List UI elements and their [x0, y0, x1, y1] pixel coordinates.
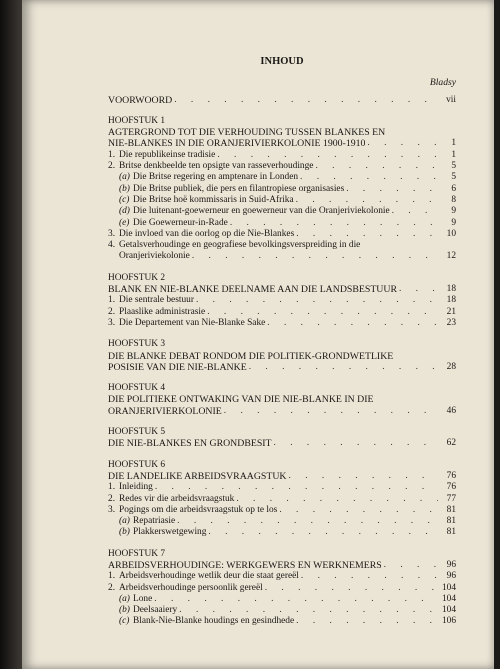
chapter-label: HOOFSTUK 3: [108, 339, 166, 350]
toc-entry-number: 4.: [108, 240, 116, 251]
toc-entry-letter: (c): [119, 616, 130, 627]
toc-entry-page: 104: [441, 593, 456, 604]
toc-entry-text: Arbeidsverhoudinge wetlik deur die staat gereël: [119, 571, 299, 582]
toc-entry-number: 3.: [108, 504, 116, 515]
toc-entry-number: 2.: [108, 493, 116, 504]
toc-entry: [108, 318, 456, 329]
chapter-label: HOOFSTUK 1: [108, 115, 166, 126]
chapter-label: HOOFSTUK 2: [108, 272, 166, 283]
toc-entry-text: Redes vir die arbeidsvraagstuk: [119, 493, 235, 504]
toc-entry: [108, 583, 456, 594]
book-page: [22, 0, 494, 669]
chapter-heading-page: 62: [446, 438, 456, 449]
toc-entry-page: 104: [441, 605, 456, 616]
toc-entry-text: Die Goewerneur-in-Rade: [133, 217, 228, 228]
chapter-heading-text: ARBEIDSVERHOUDINGE: WERKGEWERS EN WERKNEMERS: [108, 559, 382, 571]
toc-entry-page: 23: [446, 317, 456, 328]
toc-entry-page: 96: [446, 571, 456, 582]
toc-entry-number: 3.: [108, 228, 116, 239]
toc-entry: [108, 505, 456, 516]
toc-entry-text: Die luitenant-goewerneur en goewerneur van die Oranjeriviekolonie: [133, 206, 390, 217]
toc-entry: [108, 229, 456, 240]
toc-entry-text: Die Britse publiek, die pers en filantropiese organisasies: [133, 183, 345, 194]
toc-entry-text: Inleiding: [119, 482, 153, 493]
toc-entry-text: Die Departement van Nie-Blanke Sake: [119, 317, 266, 328]
chapter-block: [108, 549, 456, 628]
chapter-heading-text: POSISIE VAN DIE NIE-BLANKE: [108, 361, 247, 373]
toc-entry: [108, 184, 456, 195]
toc-entry-number: 2.: [108, 161, 116, 172]
chapter-label: HOOFSTUK 6: [108, 459, 166, 470]
toc-entry-page: 5: [451, 161, 456, 172]
toc-entry-letter: (b): [119, 183, 130, 194]
toc-entry-page: 9: [451, 217, 456, 228]
chapter-heading-text: DIE BLANKE DEBAT RONDOM DIE POLITIEK-GRONDWETLIKE: [108, 350, 394, 362]
toc-entry-text: Die Britse hoë kommissaris in Suid-Afrika: [133, 194, 294, 205]
chapter-block: [108, 116, 456, 263]
toc-entry-number: 1.: [108, 295, 116, 306]
chapter-heading-line: [108, 471, 456, 482]
chapter-list: [108, 116, 456, 628]
chapter-heading-text: BLANK EN NIE-BLANKE DEELNAME AAN DIE LANDSBESTUUR: [108, 284, 397, 296]
toc-entry-text: Deelsaaiery: [133, 605, 178, 616]
toc-entry-page: 81: [446, 516, 456, 527]
toc-entry-letter: (c): [119, 194, 130, 205]
toc-entry-page: 8: [451, 194, 456, 205]
toc-entry-page: 5: [451, 172, 456, 183]
toc-entry-number: 1.: [108, 571, 116, 582]
toc-entry-text: Die Britse regering en amptenare in Londen: [133, 172, 299, 183]
toc-entry-text: Blank-Nie-Blanke houdings en gesindhede: [133, 616, 295, 627]
chapter-block: [108, 427, 456, 450]
toc-entry-text: Arbeidsverhoudinge persoonlik gereël: [119, 582, 263, 593]
toc-entry-text: Oranjeriviekolonie: [119, 251, 190, 262]
toc-entry: [108, 161, 456, 172]
toc-entry-number: 1.: [108, 149, 116, 160]
toc-entry-page: 81: [446, 504, 456, 515]
chapter-label: HOOFSTUK 7: [108, 548, 166, 559]
chapter-heading-text: AGTERGROND TOT DIE VERHOUDING TUSSEN BLANKES EN: [108, 127, 386, 139]
chapter-heading-line: [108, 127, 456, 138]
chapter-heading-page: 96: [446, 559, 456, 570]
chapter-heading-page: 1: [451, 138, 456, 149]
toc-entry-page: 1: [451, 149, 456, 160]
toc-entry-text: Getalsverhoudinge en geografiese bevolkingsverspreiding in die: [119, 240, 361, 251]
chapter-heading-text: DIE NIE-BLANKES EN GRONDBESIT: [108, 438, 272, 450]
toc-entry: [108, 295, 456, 306]
toc-entry: [108, 307, 456, 318]
toc-entry-letter: (a): [119, 516, 130, 527]
chapter-block: [108, 273, 456, 329]
toc-entry-letter: (b): [119, 605, 130, 616]
toc-entry-text: Die invloed van die oorlog op die Nie-Blankes: [119, 228, 295, 239]
page-column-label: Bladsy: [429, 77, 456, 89]
chapter-heading-page: 28: [446, 361, 456, 372]
toc-entry-letter: (b): [119, 527, 130, 538]
chapter-label: HOOFSTUK 4: [108, 383, 166, 394]
chapter-heading-line: [108, 284, 456, 295]
toc-entry-letter: (a): [119, 172, 130, 183]
toc-entry-page: 77: [446, 493, 456, 504]
toc-entry-number: 2.: [108, 306, 116, 317]
chapter-heading-line: [108, 351, 456, 362]
page-title: INHOUD: [260, 56, 304, 67]
toc-entry-text: Britse denkbeelde ten opsigte van rasseverhoudinge: [119, 161, 314, 172]
toc-entry: [108, 240, 456, 251]
toc-entry-page: 106: [441, 616, 456, 627]
chapter-label: HOOFSTUK 5: [108, 427, 166, 438]
toc-entry-page: vii: [446, 94, 456, 105]
chapter-heading-line: [108, 138, 456, 149]
toc-entry-text: Repatriasie: [133, 516, 176, 527]
toc-entry-number: 1.: [108, 482, 116, 493]
toc-entry-page: 9: [451, 206, 456, 217]
toc-entry: [108, 494, 456, 505]
toc-entry-page: 104: [441, 582, 456, 593]
toc-entry: [108, 206, 456, 217]
chapter-heading-line: [108, 406, 456, 417]
toc-entry-text: Lone: [133, 593, 153, 604]
toc-entry-voorwoord: [108, 95, 456, 106]
toc-entry-text: Plakkerswetgewing: [133, 527, 207, 538]
toc-entry-number: 3.: [108, 317, 116, 328]
chapter-heading-line: [108, 438, 456, 449]
toc-entry: [108, 172, 456, 183]
table-of-contents: [108, 56, 456, 628]
chapter-block: [108, 339, 456, 373]
chapter-heading-page: 76: [446, 470, 456, 481]
toc-entry-page: 12: [446, 251, 456, 262]
chapter-heading-text: DIE POLITIEKE ONTWAKING VAN DIE NIE-BLANKE IN DIE: [108, 394, 374, 406]
toc-entry: [108, 218, 456, 229]
toc-entry-text: VOORWOORD: [108, 94, 173, 106]
toc-entry: [108, 616, 456, 627]
toc-entry: [108, 594, 456, 605]
chapter-heading-text: DIE LANDELIKE ARBEIDSVRAAGSTUK: [108, 470, 287, 482]
chapter-heading-page: 18: [446, 284, 456, 295]
chapter-heading-line: [108, 394, 456, 405]
toc-entry-number: 2.: [108, 582, 116, 593]
toc-entry-letter: (e): [119, 217, 130, 228]
toc-entry-text: Die sentrale bestuur: [119, 295, 194, 306]
toc-entry-page: 18: [446, 295, 456, 306]
toc-entry-page: 21: [446, 306, 456, 317]
toc-entry-letter: (d): [119, 206, 130, 217]
toc-entry: [108, 195, 456, 206]
chapter-heading-page: 46: [446, 405, 456, 416]
toc-entry: [108, 605, 456, 616]
toc-entry: [108, 516, 456, 527]
toc-entry-text: Die republikeinse tradisie: [119, 149, 216, 160]
toc-entry-page: 10: [446, 228, 456, 239]
toc-entry: [108, 251, 456, 262]
chapter-heading-text: NIE-BLANKES IN DIE ORANJERIVIERKOLONIE 1900-1910: [108, 138, 366, 150]
chapter-heading-line: [108, 560, 456, 571]
toc-entry: [108, 150, 456, 161]
chapter-block: [108, 383, 456, 417]
chapter-heading-line: [108, 362, 456, 373]
toc-entry-text: Plaaslike administrasie: [119, 306, 206, 317]
chapter-heading-text: ORANJERIVIERKOLONIE: [108, 405, 222, 417]
toc-entry: [108, 571, 456, 582]
toc-entry-text: Pogings om die arbeidsvraagstuk op te los: [119, 504, 278, 515]
toc-entry-page: 6: [451, 183, 456, 194]
toc-entry-letter: (a): [119, 593, 130, 604]
toc-entry: [108, 482, 456, 493]
toc-entry-page: 76: [446, 482, 456, 493]
book-gutter: [0, 0, 22, 669]
toc-entry: [108, 527, 456, 538]
chapter-block: [108, 460, 456, 539]
toc-entry-page: 81: [446, 527, 456, 538]
